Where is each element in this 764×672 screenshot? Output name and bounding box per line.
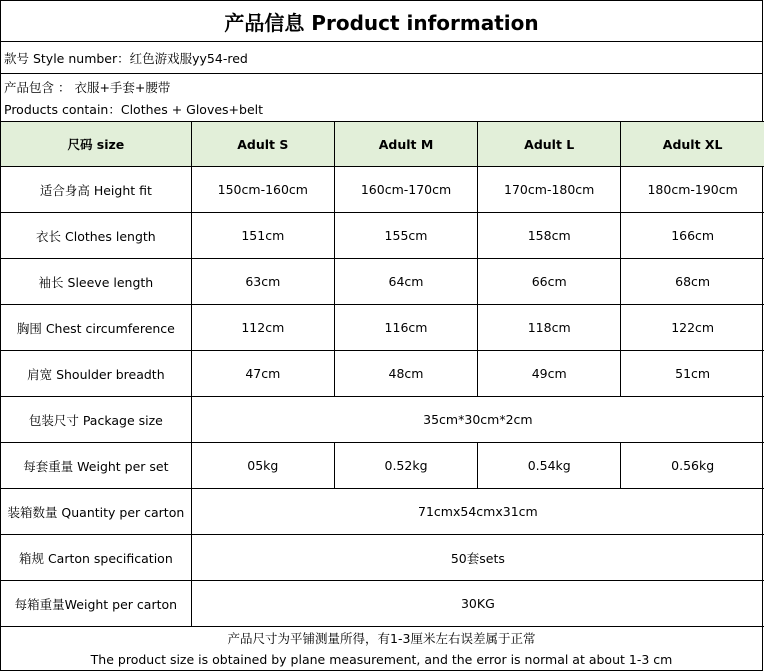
merged-cell: 35cm*30cm*2cm xyxy=(191,397,764,443)
row-label: 每套重量 Weight per set xyxy=(1,443,191,489)
table-cell: 0.54kg xyxy=(478,443,621,489)
table-cell: 63cm xyxy=(191,259,334,305)
table-cell: 155cm xyxy=(334,213,477,259)
table-cell: 118cm xyxy=(478,305,621,351)
table-cell: 116cm xyxy=(334,305,477,351)
row-label: 包装尺寸 Package size xyxy=(1,397,191,443)
table-row xyxy=(1,305,764,351)
table-cell: 64cm xyxy=(334,259,477,305)
table-cell: 05kg xyxy=(191,443,334,489)
table-cell: 48cm xyxy=(334,351,477,397)
row-label: 装箱数量 Quantity per carton xyxy=(1,489,191,535)
table-cell: 160cm-170cm xyxy=(334,167,477,213)
table-row xyxy=(1,351,764,397)
header-cell-adult-m: Adult M xyxy=(334,122,477,167)
table-row xyxy=(1,259,764,305)
row-label: 每箱重量Weight per carton xyxy=(1,581,191,627)
merged-cell: 30KG xyxy=(191,581,764,627)
header-cell-size: 尺码 size xyxy=(1,122,191,167)
row-label: 衣长 Clothes length xyxy=(1,213,191,259)
table-cell: 158cm xyxy=(478,213,621,259)
table-cell: 151cm xyxy=(191,213,334,259)
merged-cell: 71cmx54cmx31cm xyxy=(191,489,764,535)
page-title: 产品信息 Product information xyxy=(1,1,762,42)
contents-en: Products contain：Clothes + Gloves+belt xyxy=(4,101,264,117)
table-row xyxy=(1,213,764,259)
table-cell: 47cm xyxy=(191,351,334,397)
table-cell: 51cm xyxy=(621,351,764,397)
row-label: 胸围 Chest circumference xyxy=(1,305,191,351)
contents-block xyxy=(1,74,762,121)
table-row xyxy=(1,535,764,581)
style-number: 款号 Style number：红色游戏服yy54-red xyxy=(1,42,762,74)
table-cell: 166cm xyxy=(621,213,764,259)
row-label: 肩宽 Shoulder breadth xyxy=(1,351,191,397)
table-cell: 150cm-160cm xyxy=(191,167,334,213)
table-cell: 112cm xyxy=(191,305,334,351)
table-cell: 68cm xyxy=(621,259,764,305)
row-label: 适合身高 Height fit xyxy=(1,167,191,213)
header-cell-adult-l: Adult L xyxy=(478,122,621,167)
table-row xyxy=(1,581,764,627)
table-cell: 49cm xyxy=(478,351,621,397)
table-cell: 180cm-190cm xyxy=(621,167,764,213)
row-label: 箱规 Carton specification xyxy=(1,535,191,581)
table-cell: 66cm xyxy=(478,259,621,305)
footer-note-cn: 产品尺寸为平铺测量所得，有1-3厘米左右误差属于正常 xyxy=(227,630,536,646)
table-row xyxy=(1,167,764,213)
table-row xyxy=(1,489,764,535)
footer-note-en: The product size is obtained by plane measurement, and the error is normal at about 1-3 cm xyxy=(90,651,673,667)
size-table xyxy=(1,121,764,627)
contents-cn: 产品包含 ： 衣服+手套+腰带 xyxy=(4,79,171,95)
table-cell: 0.52kg xyxy=(334,443,477,489)
table-header-row xyxy=(1,122,764,167)
row-label: 袖长 Sleeve length xyxy=(1,259,191,305)
table-cell: 170cm-180cm xyxy=(478,167,621,213)
merged-cell: 50套sets xyxy=(191,535,764,581)
footer-note xyxy=(1,625,762,670)
table-cell: 122cm xyxy=(621,305,764,351)
table-row xyxy=(1,443,764,489)
table-row xyxy=(1,397,764,443)
header-cell-adult-s: Adult S xyxy=(191,122,334,167)
table-cell: 0.56kg xyxy=(621,443,764,489)
header-cell-adult-xl: Adult XL xyxy=(621,122,764,167)
